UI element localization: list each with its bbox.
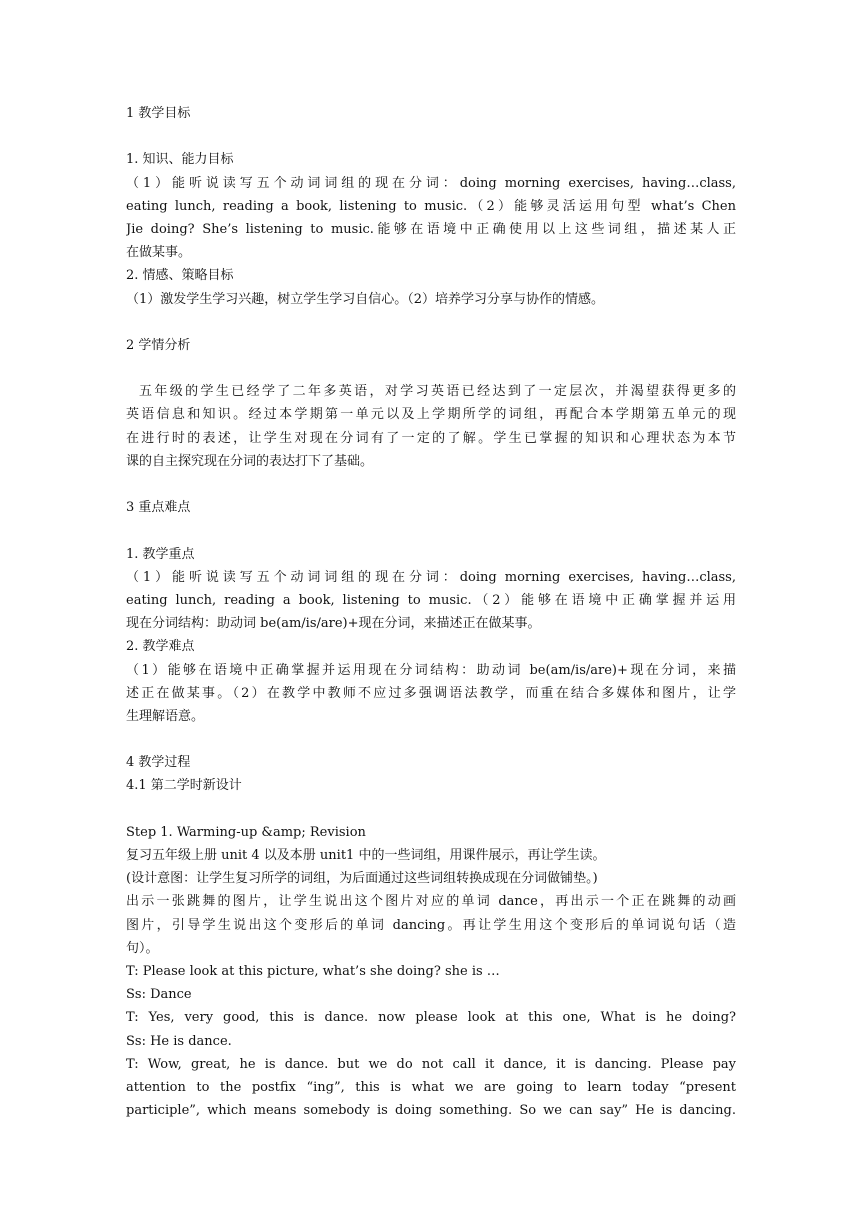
paragraph-line: 五年级的学生已经学了二年多英语，对学习英语已经达到了一定层次，并渴望获得更多的: [139, 384, 736, 400]
paragraph-line: 在进行时的表述，让学生对现在分词有了一定的了解。学生已掌握的知识和心理状态为本节: [126, 430, 736, 446]
paragraph-line: （1）能听说读写五个动词词组的现在分词：doing morning exercises, having…class,: [126, 569, 736, 585]
spacer: [126, 519, 736, 542]
section-4-title: 4 教学过程: [126, 755, 191, 771]
paragraph-line: 英语信息和知识。经过本学期第一单元以及上学期所学的词组，再配合本学期第五单元的现: [126, 407, 736, 423]
dialog-line: Ss: He is dance.: [126, 1033, 232, 1049]
section-3-subtitle-1: 1. 教学重点: [126, 546, 195, 562]
dialog-line: T: Please look at this picture, what’s she doing? she is …: [126, 963, 500, 979]
section-2-title: 2 学情分析: [126, 337, 191, 353]
spacer: [126, 473, 736, 496]
paragraph-line: 复习五年级上册 unit 4 以及本册 unit1 中的一些词组，用课件展示，再让学生读。: [126, 848, 606, 863]
paragraph-line: (设计意图：让学生复习所学的词组，为后面通过这些词组转换成现在分词做铺垫。): [126, 871, 598, 887]
section-3-subtitle-2: 2. 教学难点: [126, 639, 195, 655]
paragraph-line: （1）能够在语境中正确掌握并运用现在分词结构：助动词 be(am/is/are)+现在分词，来描: [126, 662, 736, 678]
section-1-subtitle-1: 1. 知识、能力目标: [126, 152, 234, 168]
paragraph-line: eating lunch, reading a book, listening to music.（2）能够在语境中正确掌握并运用: [126, 592, 736, 608]
spacer: [126, 125, 736, 148]
step-1-heading: Step 1. Warming-up &amp; Revision: [126, 824, 366, 840]
dialog-line: T: Wow, great, he is dance. but we do not call it dance, it is dancing. Please pay: [126, 1056, 736, 1072]
paragraph-line: Jie doing? She’s listening to music.能够在语境中正确使用以上这些词组，描述某人正: [126, 221, 736, 237]
paragraph-line: eating lunch, reading a book, listening to music.（2）能够灵活运用句型 what’s Chen: [126, 198, 736, 214]
paragraph-line: 出示一张跳舞的图片，让学生说出这个图片对应的单词 dance，再出示一个正在跳舞的动画: [126, 894, 736, 910]
paragraph-line: 课的自主探究现在分词的表达打下了基础。: [126, 453, 374, 469]
spacer: [126, 798, 736, 821]
paragraph-line: 现在分词结构：助动词 be(am/is/are)+现在分词，来描述正在做某事。: [126, 616, 541, 632]
dialog-line: Ss: Dance: [126, 987, 192, 1003]
paragraph-line: 在做某事。: [126, 245, 192, 261]
spacer: [126, 357, 736, 380]
section-4-subtitle-1: 4.1 第二学时新设计: [126, 778, 242, 794]
paragraph-line: 句）。: [126, 940, 159, 956]
paragraph-line: （1）激发学生学习兴趣，树立学生学习自信心。（2）培养学习分享与协作的情感。: [126, 291, 605, 307]
section-1-subtitle-2: 2. 情感、策略目标: [126, 268, 234, 284]
spacer: [126, 311, 736, 334]
paragraph-line: 图片，引导学生说出这个变形后的单词 dancing。再让学生用这个变形后的单词说句话（造: [126, 917, 736, 933]
paragraph-line: （1）能听说读写五个动词词组的现在分词：doing morning exercises, having…class,: [126, 175, 736, 191]
paragraph-line: 述正在做某事。（2）在教学中教师不应过多强调语法教学，而重在结合多媒体和图片，让学: [126, 685, 736, 701]
section-1-title: 1 教学目标: [126, 106, 191, 121]
document-page: [126, 102, 736, 1122]
dialog-line: attention to the postfix “ing”, this is what we are going to learn today “present: [126, 1079, 736, 1095]
dialog-line: participle”, which means somebody is doing something. So we can say” He is dancing.: [126, 1103, 736, 1119]
section-3-title: 3 重点难点: [126, 500, 191, 516]
spacer: [126, 728, 736, 751]
paragraph-line: 生理解语意。: [126, 708, 205, 724]
dialog-line: T: Yes, very good, this is dance. now please look at this one, What is he doing?: [126, 1010, 736, 1026]
